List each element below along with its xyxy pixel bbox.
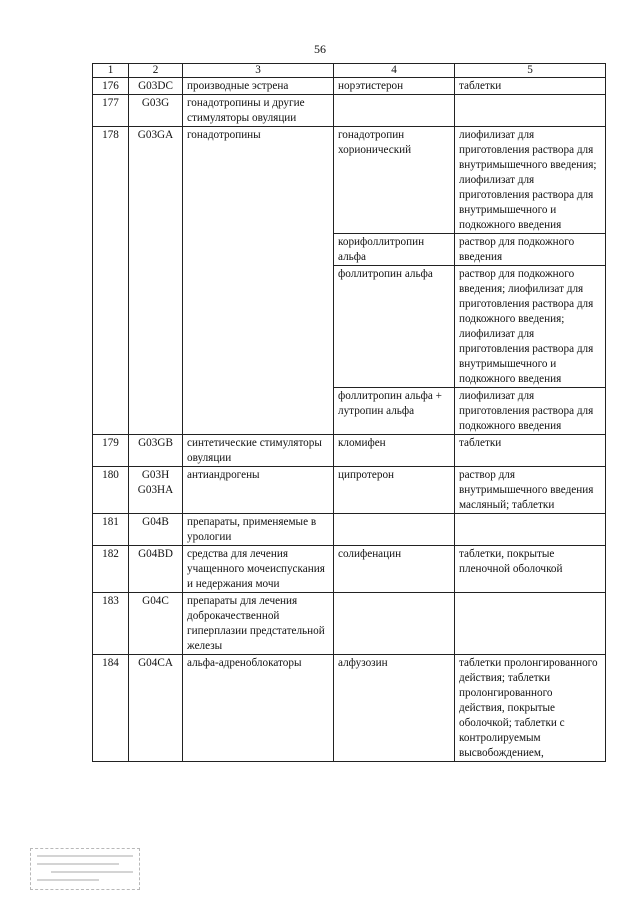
- column-header-3: 3: [183, 64, 334, 78]
- column-header-4: 4: [334, 64, 455, 78]
- drug-name: гонадотропин хорионический: [334, 127, 455, 234]
- dosage-form: таблетки: [455, 78, 606, 95]
- atc-code: G03G: [129, 95, 183, 127]
- table-row: [93, 514, 606, 546]
- faded-stamp: [30, 848, 140, 890]
- dosage-form: раствор для подкожного введения; лиофилизат для приготовления раствора для подкожного введения; лиофилизат для приготовления раствора для внутримышечного и подкожного введения: [455, 266, 606, 388]
- table-row: [93, 467, 606, 514]
- dosage-form: таблетки пролонгированного действия; таблетки пролонгированного действия, покрытые оболочкой; таблетки с контролируемым высвобождением,: [455, 655, 606, 762]
- group-name: альфа-адреноблокаторы: [183, 655, 334, 762]
- table-row: [93, 435, 606, 467]
- drug-name: [334, 514, 455, 546]
- dosage-form: [455, 95, 606, 127]
- column-header-2: 2: [129, 64, 183, 78]
- drug-name: фоллитропин альфа: [334, 266, 455, 388]
- drug-name: корифоллитропин альфа: [334, 234, 455, 266]
- page-number: 56: [314, 42, 326, 56]
- dosage-form: [455, 593, 606, 655]
- group-name: синтетические стимуляторы овуляции: [183, 435, 334, 467]
- column-header-1: 1: [93, 64, 129, 78]
- group-name: препараты, применяемые в урологии: [183, 514, 334, 546]
- drug-name: [334, 95, 455, 127]
- row-number: 183: [93, 593, 129, 655]
- dosage-form: лиофилизат для приготовления раствора для подкожного введения: [455, 388, 606, 435]
- group-name: гонадотропины и другие стимуляторы овуляции: [183, 95, 334, 127]
- medications-table: [92, 63, 606, 762]
- dosage-form: раствор для подкожного введения: [455, 234, 606, 266]
- drug-name: фоллитропин альфа + лутропин альфа: [334, 388, 455, 435]
- row-number: 178: [93, 127, 129, 435]
- group-name: антиандрогены: [183, 467, 334, 514]
- table-row: [93, 593, 606, 655]
- atc-code: G04B: [129, 514, 183, 546]
- table-row: [93, 78, 606, 95]
- table-row: [93, 546, 606, 593]
- group-name: гонадотропины: [183, 127, 334, 435]
- drug-name: алфузозин: [334, 655, 455, 762]
- atc-code: G03GB: [129, 435, 183, 467]
- row-number: 180: [93, 467, 129, 514]
- row-number: 184: [93, 655, 129, 762]
- row-number: 176: [93, 78, 129, 95]
- row-number: 177: [93, 95, 129, 127]
- group-name: производные эстрена: [183, 78, 334, 95]
- column-header-5: 5: [455, 64, 606, 78]
- atc-code: G03H G03HA: [129, 467, 183, 514]
- table-row: [93, 127, 606, 234]
- dosage-form: таблетки: [455, 435, 606, 467]
- drug-name: норэтистерон: [334, 78, 455, 95]
- dosage-form: лиофилизат для приготовления раствора для внутримышечного введения; лиофилизат для приготовления раствора для внутримышечного и подкожного введения: [455, 127, 606, 234]
- group-name: средства для лечения учащенного мочеиспускания и недержания мочи: [183, 546, 334, 593]
- group-name: препараты для лечения доброкачественной гиперплазии предстательной железы: [183, 593, 334, 655]
- drug-name: солифенацин: [334, 546, 455, 593]
- drug-name: кломифен: [334, 435, 455, 467]
- row-number: 181: [93, 514, 129, 546]
- atc-code: G03GA: [129, 127, 183, 435]
- row-number: 182: [93, 546, 129, 593]
- atc-code: G03DC: [129, 78, 183, 95]
- atc-code: G04CA: [129, 655, 183, 762]
- dosage-form: [455, 514, 606, 546]
- header-row: [93, 64, 606, 78]
- atc-code: G04C: [129, 593, 183, 655]
- drug-name: ципротерон: [334, 467, 455, 514]
- dosage-form: раствор для внутримышечного введения масляный; таблетки: [455, 467, 606, 514]
- dosage-form: таблетки, покрытые пленочной оболочкой: [455, 546, 606, 593]
- drug-name: [334, 593, 455, 655]
- atc-code: G04BD: [129, 546, 183, 593]
- table-row: [93, 655, 606, 762]
- row-number: 179: [93, 435, 129, 467]
- table-row: [93, 95, 606, 127]
